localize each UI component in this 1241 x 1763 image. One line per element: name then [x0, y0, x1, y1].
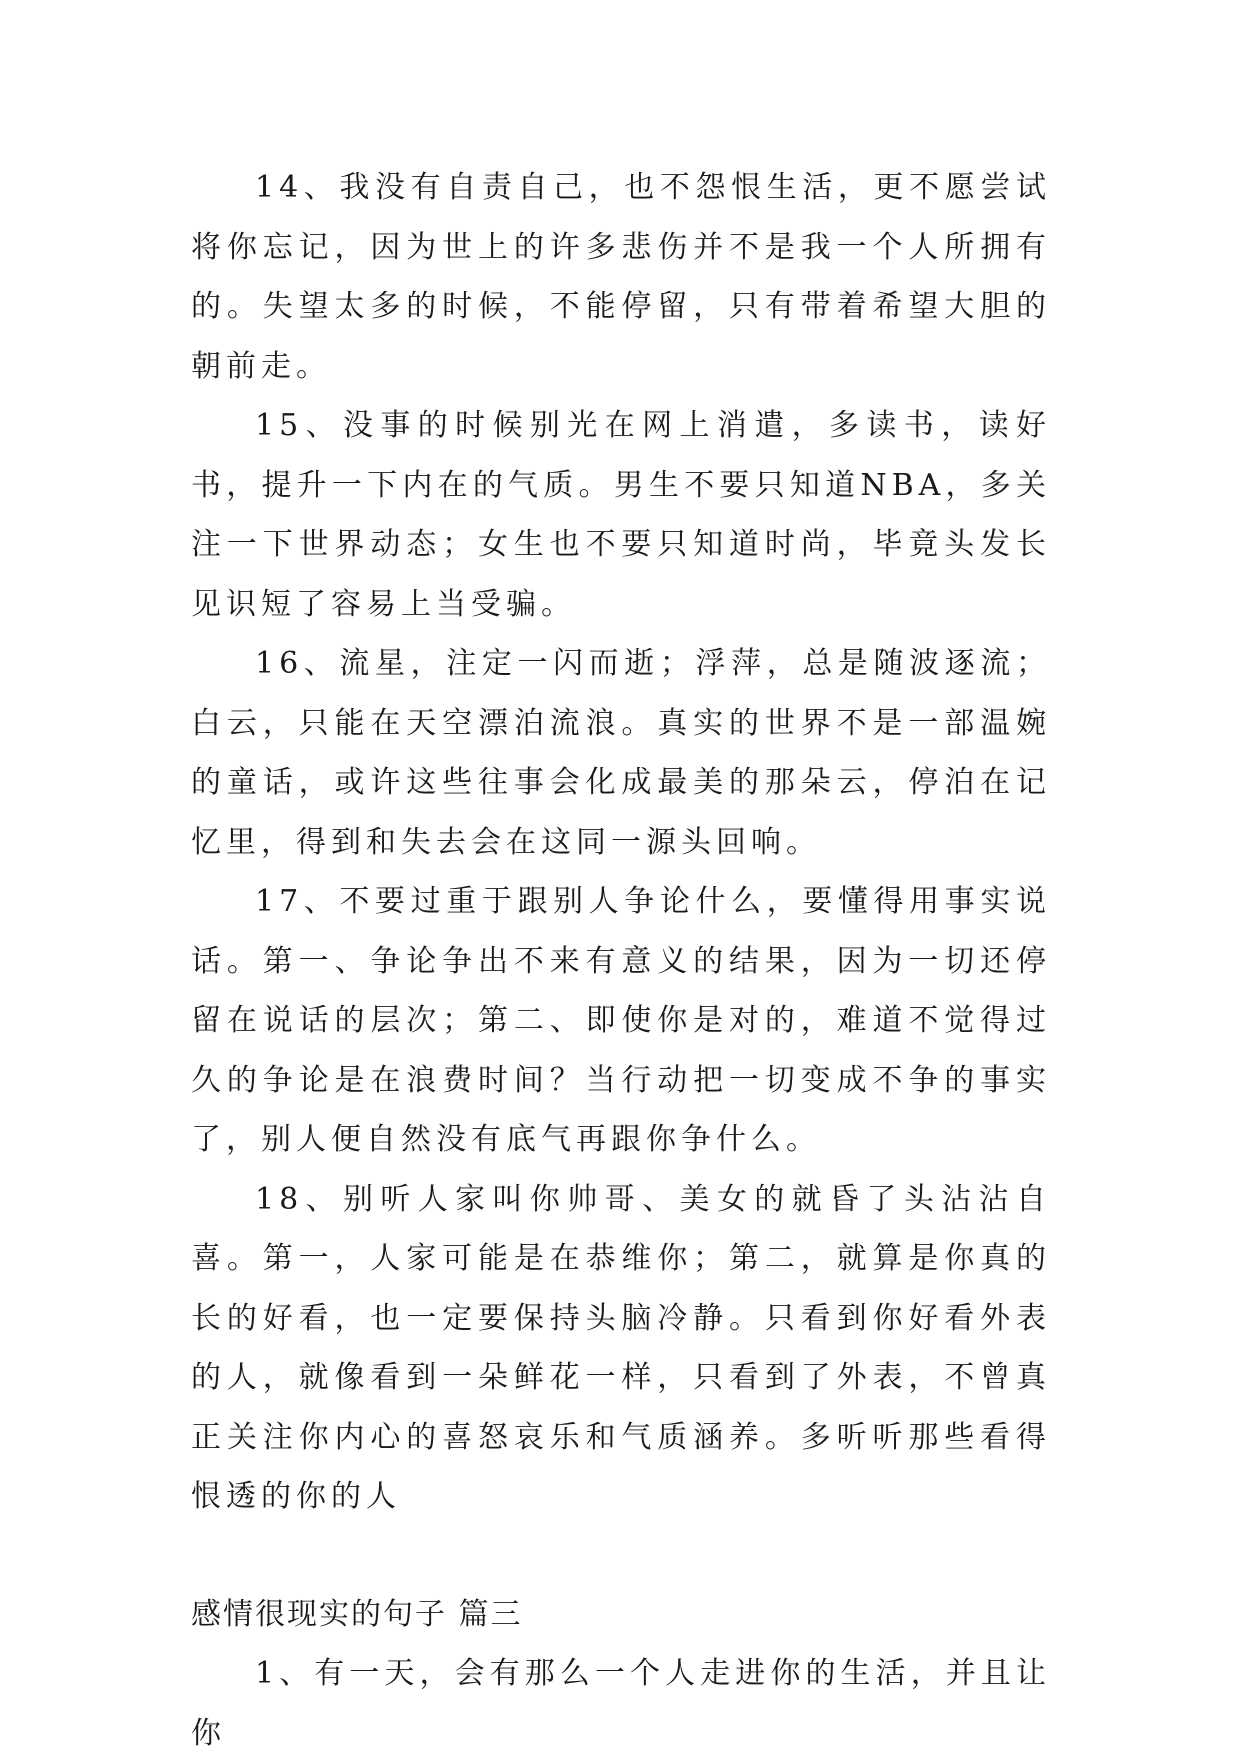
section-heading: 感情很现实的句子 篇三: [191, 1596, 523, 1632]
paragraph-18: 18、别听人家叫你帅哥、美女的就昏了头沾沾自喜。第一，人家可能是在恭维你；第二，就算是你真的长的好看，也一定要保持头脑冷静。只看到你好看外表的人，就像看到一朵鲜花一样，只看到了外表，不曾真正关注你内心的喜怒哀乐和气质涵养。多听听那些看得恨透的你的人: [191, 1181, 1051, 1514]
paragraph-17: 17、不要过重于跟别人争论什么，要懂得用事实说话。第一、争论争出不来有意义的结果，因为一切还停留在说话的层次；第二、即使你是对的，难道不觉得过久的争论是在浪费时间？当行动把一切变成不争的事实了，别人便自然没有底气再跟你争什么。: [191, 884, 1051, 1157]
paragraph-1: 1、有一天，会有那么一个人走进你的生活，并且让你: [191, 1656, 1051, 1751]
document-body: [191, 158, 1051, 1763]
paragraph-14: 14、我没有自责自己，也不怨恨生活，更不愿尝试将你忘记，因为世上的许多悲伤并不是我一个人所拥有的。失望太多的时候，不能停留，只有带着希望大胆的朝前走。: [191, 170, 1051, 384]
paragraph-16: 16、流星，注定一闪而逝；浮萍，总是随波逐流；白云，只能在天空漂泊流浪。真实的世界不是一部温婉的童话，或许这些往事会化成最美的那朵云，停泊在记忆里，得到和失去会在这同一源头回响。: [191, 646, 1051, 860]
paragraph-15: 15、没事的时候别光在网上消遣，多读书，读好书，提升一下内在的气质。男生不要只知道NBA，多关注一下世界动态；女生也不要只知道时尚，毕竟头发长见识短了容易上当受骗。: [191, 408, 1051, 622]
